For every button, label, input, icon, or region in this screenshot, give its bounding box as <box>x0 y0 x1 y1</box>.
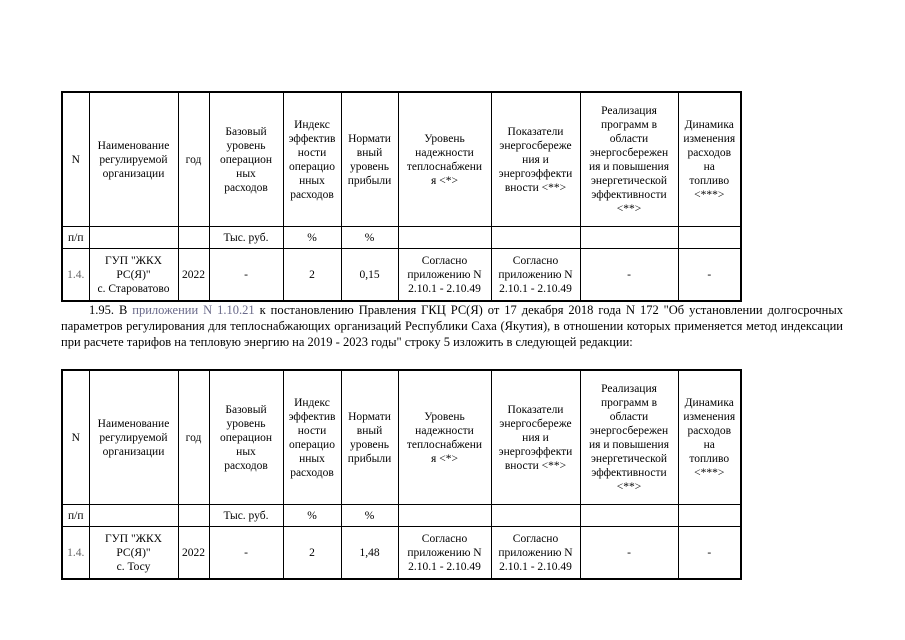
unit-base: Тыс. руб. <box>209 505 283 527</box>
unit-profit: % <box>341 505 398 527</box>
row-year: 2022 <box>178 249 209 302</box>
row-profit: 1,48 <box>341 527 398 580</box>
row-n: 1.4. <box>62 527 89 580</box>
header-name: Наименование регулируемой организации <box>89 92 178 227</box>
header-energy-saving: Показатели энергосбереже ния и энергоэффекти вности <**> <box>491 92 580 227</box>
row-fuel: - <box>678 249 741 302</box>
header-n: N <box>62 92 89 227</box>
row-profit: 0,15 <box>341 249 398 302</box>
row-index: 2 <box>283 249 341 302</box>
row-index: 2 <box>283 527 341 580</box>
header-reliability: Уровень надежности теплоснабжени я <*> <box>398 370 491 505</box>
row-base: - <box>209 527 283 580</box>
row-fuel: - <box>678 527 741 580</box>
header-n: N <box>62 370 89 505</box>
header-reliability: Уровень надежности теплоснабжени я <*> <box>398 92 491 227</box>
row-programs: - <box>580 249 678 302</box>
header-year: год <box>178 92 209 227</box>
table-row <box>62 527 741 580</box>
table-row <box>62 249 741 302</box>
header-fuel-dynamics: Динамика изменения расходов на топливо <***> <box>678 370 741 505</box>
unit-index: % <box>283 505 341 527</box>
row-reliability: Согласно приложению N 2.10.1 - 2.10.49 <box>398 527 491 580</box>
header-profit-level: Нормати вный уровень прибыли <box>341 370 398 505</box>
row-base: - <box>209 249 283 302</box>
unit-n: п/п <box>62 505 89 527</box>
row-energy: Согласно приложению N 2.10.1 - 2.10.49 <box>491 249 580 302</box>
header-efficiency-index: Индекс эффектив ности операцио нных расходов <box>283 370 341 505</box>
row-year: 2022 <box>178 527 209 580</box>
header-programs: Реализация программ в области энергосбережен ия и повышения энергетической эффективности <**> <box>580 92 678 227</box>
row-programs: - <box>580 527 678 580</box>
paragraph-prefix: 1.95. В <box>89 303 133 317</box>
row-energy: Согласно приложению N 2.10.1 - 2.10.49 <box>491 527 580 580</box>
row-reliability: Согласно приложению N 2.10.1 - 2.10.49 <box>398 249 491 302</box>
row-name: ГУП "ЖКХ РС(Я)" с. Тосу <box>89 527 178 580</box>
paragraph-text: к постановлению Правления ГКЦ РС(Я) от 17 декабря 2018 года N 172 "Об установлении долгосрочных параметров регулирования для теплоснабжающих организаций Республики Саха (Якутия), в отношении которых применяется метод индексации при расчете тарифов на тепловую энергию на 2019 - 2023 годы" строку 5 изложить в следующей редакции: <box>61 303 843 349</box>
unit-profit: % <box>341 227 398 249</box>
header-profit-level: Нормати вный уровень прибыли <box>341 92 398 227</box>
unit-base: Тыс. руб. <box>209 227 283 249</box>
unit-n: п/п <box>62 227 89 249</box>
tariff-table-2 <box>61 369 742 580</box>
unit-index: % <box>283 227 341 249</box>
row-name: ГУП "ЖКХ РС(Я)" с. Староватово <box>89 249 178 302</box>
row-n: 1.4. <box>62 249 89 302</box>
header-fuel-dynamics: Динамика изменения расходов на топливо <***> <box>678 92 741 227</box>
header-year: год <box>178 370 209 505</box>
header-name: Наименование регулируемой организации <box>89 370 178 505</box>
header-base-opex: Базовый уровень операцион ных расходов <box>209 92 283 227</box>
header-base-opex: Базовый уровень операцион ных расходов <box>209 370 283 505</box>
annex-link[interactable]: приложении N 1.10.21 <box>132 303 255 317</box>
tariff-table-1 <box>61 91 742 302</box>
header-efficiency-index: Индекс эффектив ности операцио нных расходов <box>283 92 341 227</box>
header-programs: Реализация программ в области энергосбережен ия и повышения энергетической эффективности <**> <box>580 370 678 505</box>
amendment-paragraph <box>61 302 843 350</box>
header-energy-saving: Показатели энергосбереже ния и энергоэффекти вности <**> <box>491 370 580 505</box>
